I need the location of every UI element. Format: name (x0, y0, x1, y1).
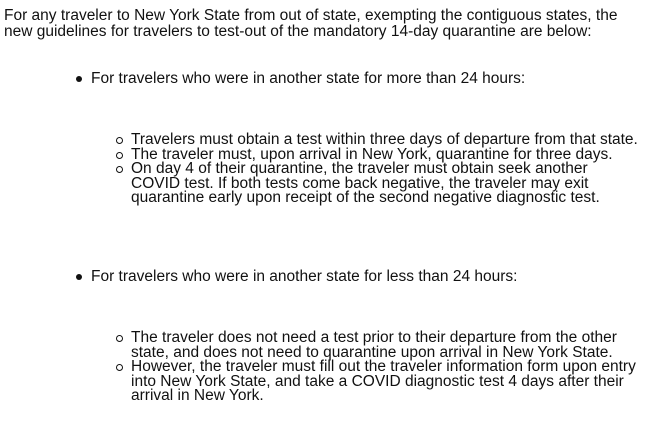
list-item-text: On day 4 of their quarantine, the traveler must obtain seek another COVID test. If both tests come back negative, the traveler may exit quarantine early upon receipt of the second negative diagnostic test. (131, 160, 600, 206)
list-item-text: The traveler must, upon arrival in New York, quarantine for three days. (131, 145, 613, 163)
list-item-text: The traveler does not need a test prior to their departure from the other state, and does not need to quarantine upon arrival in New York State. (131, 329, 617, 361)
section-heading-text: For travelers who were in another state for more than 24 hours: (91, 70, 526, 87)
circle-bullet-icon (116, 137, 123, 144)
list-item (116, 331, 641, 360)
bullet-icon (76, 274, 82, 280)
circle-bullet-icon (116, 152, 123, 159)
circle-bullet-icon (116, 335, 123, 342)
bullet-icon (76, 76, 82, 82)
section-heading-text: For travelers who were in another state for less than 24 hours: (91, 268, 518, 285)
intro-paragraph: For any traveler to New York State from out of state, exempting the contiguous states, the new guidelines for travelers to test-out of the mandatory 14-day quarantine are below: (4, 7, 618, 40)
list-item-text: However, the traveler must fill out the traveler information form upon entry into New York State, and take a COVID diagnostic test 4 days after their arrival in New York. (131, 358, 636, 404)
sub-list-less-than-24h (116, 331, 641, 404)
list-item (116, 360, 641, 404)
list-item-text: Travelers must obtain a test within three days of departure from that state. (131, 131, 638, 148)
circle-bullet-icon (116, 364, 123, 371)
list-item (116, 162, 641, 206)
circle-bullet-icon (116, 166, 123, 173)
sub-list-more-than-24h (116, 133, 641, 206)
